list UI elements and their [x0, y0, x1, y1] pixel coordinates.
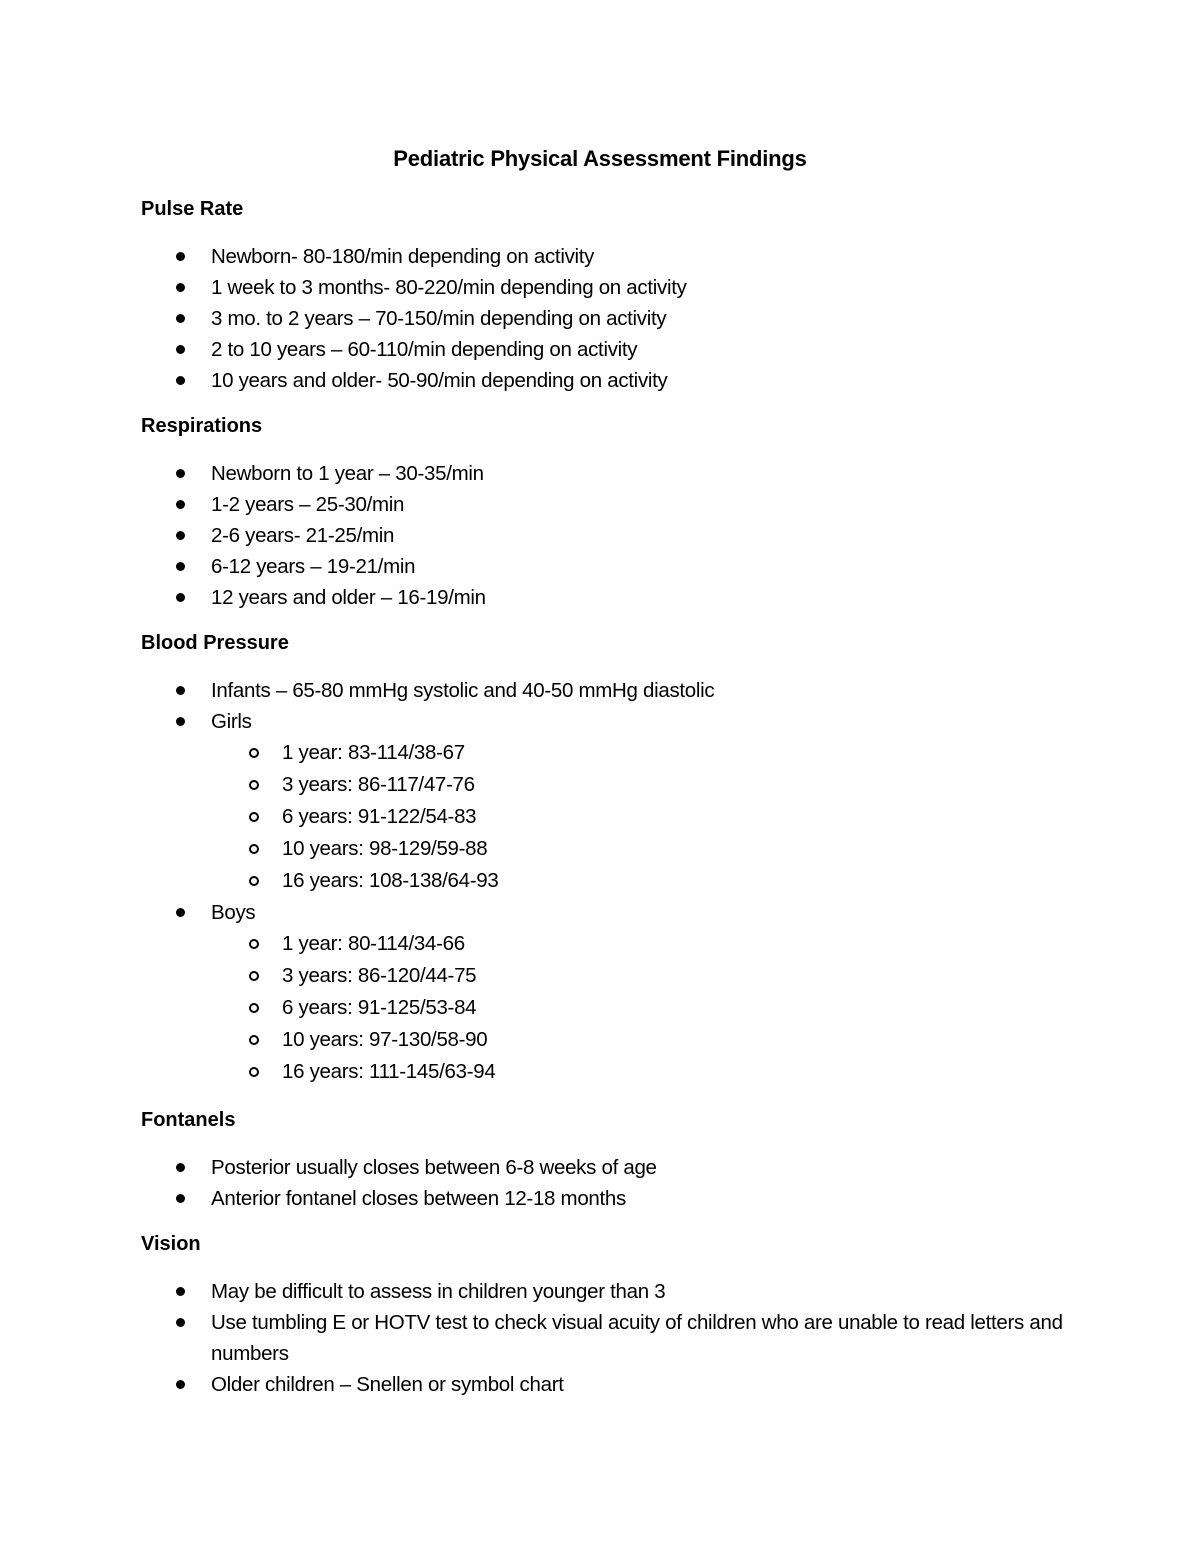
list-item: 12 years and older – 16-19/min [141, 582, 1081, 613]
circle-bullet-icon [249, 1003, 259, 1013]
section-pulse-rate [141, 195, 1081, 396]
bullet-icon [176, 908, 185, 917]
bullet-icon [176, 500, 185, 509]
blood-pressure-list [141, 675, 1081, 1088]
list-item: 6-12 years – 19-21/min [141, 551, 1081, 582]
bullet-icon [176, 686, 185, 695]
circle-bullet-icon [249, 844, 259, 854]
bullet-icon [176, 283, 185, 292]
list-item: Use tumbling E or HOTV test to check visual acuity of children who are unable to read letters and numbers [141, 1307, 1081, 1369]
bullet-icon [176, 314, 185, 323]
sub-list-item: 10 years: 97-130/58-90 [211, 1024, 1081, 1056]
circle-bullet-icon [249, 780, 259, 790]
list-item: May be difficult to assess in children younger than 3 [141, 1276, 1081, 1307]
list-item: 2 to 10 years – 60-110/min depending on activity [141, 334, 1081, 365]
bullet-icon [176, 1194, 185, 1203]
sub-list-item: 6 years: 91-122/54-83 [211, 801, 1081, 833]
sub-list-item: 1 year: 80-114/34-66 [211, 928, 1081, 960]
list-item: Anterior fontanel closes between 12-18 months [141, 1183, 1081, 1214]
section-fontanels [141, 1106, 1081, 1214]
section-heading: Pulse Rate [141, 198, 244, 220]
section-heading: Blood Pressure [141, 632, 289, 654]
circle-bullet-icon [249, 971, 259, 981]
bullet-icon [176, 531, 185, 540]
fontanels-list [141, 1152, 1081, 1214]
sub-list-item: 10 years: 98-129/59-88 [211, 833, 1081, 865]
bullet-icon [176, 1318, 185, 1327]
circle-bullet-icon [249, 939, 259, 949]
list-item: 1-2 years – 25-30/min [141, 489, 1081, 520]
list-item: Infants – 65-80 mmHg systolic and 40-50 mmHg diastolic [141, 675, 1081, 706]
bullet-icon [176, 717, 185, 726]
list-item: Newborn- 80-180/min depending on activity [141, 241, 1081, 272]
boys-sublist [211, 928, 1081, 1088]
sub-list-item: 3 years: 86-117/47-76 [211, 769, 1081, 801]
section-blood-pressure [141, 629, 1081, 1088]
bullet-icon [176, 562, 185, 571]
bullet-icon [176, 376, 185, 385]
bullet-icon [176, 252, 185, 261]
bullet-icon [176, 469, 185, 478]
circle-bullet-icon [249, 748, 259, 758]
sub-list-item: 16 years: 111-145/63-94 [211, 1056, 1081, 1088]
sub-list-item: 16 years: 108-138/64-93 [211, 865, 1081, 897]
section-respirations [141, 412, 1081, 613]
circle-bullet-icon [249, 1035, 259, 1045]
respirations-list [141, 458, 1081, 613]
list-item-boys: Boys 1 year: 80-114/34-66 3 years: 86-120/44-75 6 years: 91-125/53-84 10 years: 97-130/58-90 16 years: 111-145/63-94 [141, 897, 1081, 1088]
document-title: Pediatric Physical Assessment Findings [393, 146, 807, 171]
list-item: Older children – Snellen or symbol chart [141, 1369, 1081, 1400]
circle-bullet-icon [249, 876, 259, 886]
list-item: 10 years and older- 50-90/min depending on activity [141, 365, 1081, 396]
sub-list-item: 1 year: 83-114/38-67 [211, 737, 1081, 769]
bullet-icon [176, 345, 185, 354]
sub-list-item: 3 years: 86-120/44-75 [211, 960, 1081, 992]
bullet-icon [176, 1163, 185, 1172]
list-item: Newborn to 1 year – 30-35/min [141, 458, 1081, 489]
list-item-girls: Girls 1 year: 83-114/38-67 3 years: 86-117/47-76 6 years: 91-122/54-83 10 years: 98-129/59-88 16 years: 108-138/64-93 [141, 706, 1081, 897]
list-item: 3 mo. to 2 years – 70-150/min depending on activity [141, 303, 1081, 334]
sub-list-item: 6 years: 91-125/53-84 [211, 992, 1081, 1024]
pulse-rate-list [141, 241, 1081, 396]
bullet-icon [176, 1380, 185, 1389]
list-item: 2-6 years- 21-25/min [141, 520, 1081, 551]
circle-bullet-icon [249, 1067, 259, 1077]
bullet-icon [176, 593, 185, 602]
section-heading: Fontanels [141, 1109, 236, 1131]
section-heading: Vision [141, 1233, 201, 1255]
circle-bullet-icon [249, 812, 259, 822]
list-item: 1 week to 3 months- 80-220/min depending on activity [141, 272, 1081, 303]
girls-sublist [211, 737, 1081, 897]
vision-list [141, 1276, 1081, 1400]
section-heading: Respirations [141, 415, 263, 437]
section-vision [141, 1230, 1081, 1400]
list-item: Posterior usually closes between 6-8 weeks of age [141, 1152, 1081, 1183]
bullet-icon [176, 1287, 185, 1296]
